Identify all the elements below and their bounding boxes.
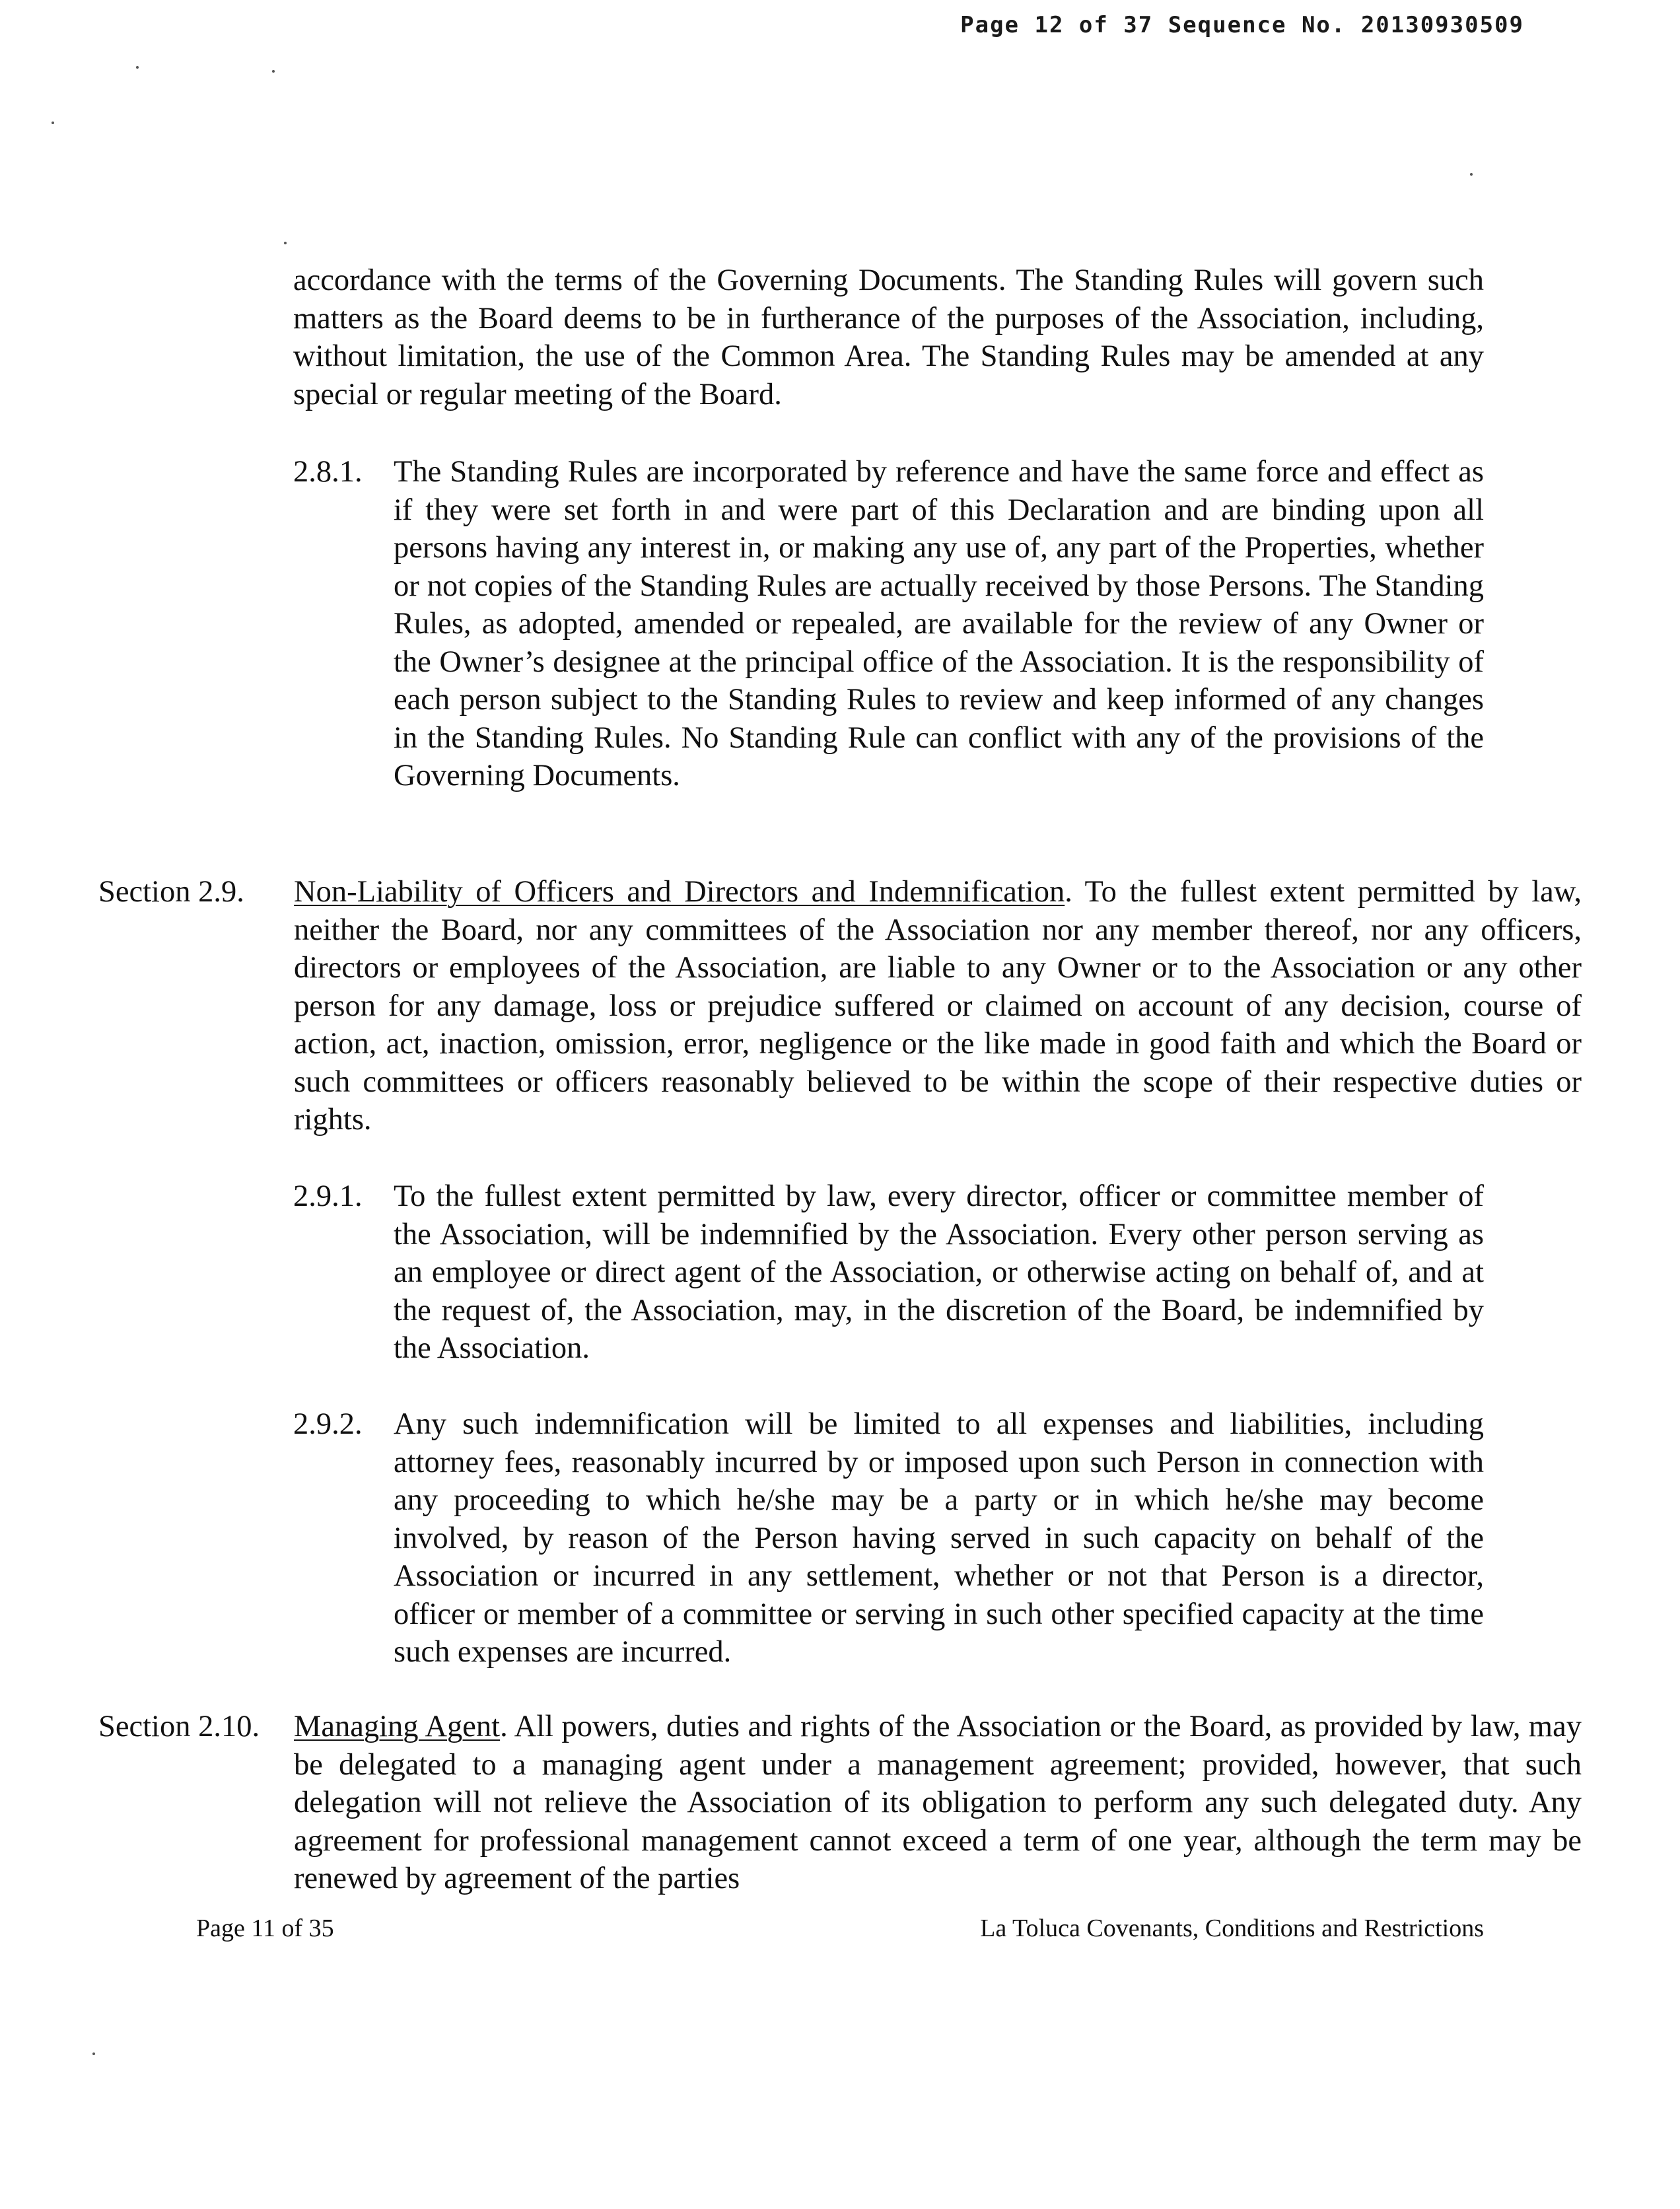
- subsection-number: 2.8.1.: [293, 455, 363, 489]
- scan-speck: [272, 70, 275, 73]
- subsection-text: The Standing Rules are incorporated by reference and have the same force and effect as if they were set forth in and were part of this Declaration and are binding upon all persons having any interest in, or making any use of, any part of the Properties, whether or not copies of the Standing Rules are actually received by those Persons. The Standing Rules, as adopted, amended or repealed, are available for the review of any Owner or the Owner’s designee at the principal office of the Association. It is the responsibility of each person subject to the Standing Rules to review and keep informed of any changes in the Standing Rules. No Standing Rule can conflict with any of the provisions of the Governing Documents.: [394, 455, 1484, 792]
- subsection-2-8-1: [293, 453, 1484, 836]
- section-heading: Non-Liability of Officers and Directors and Indemnification: [294, 875, 1065, 909]
- intro-paragraph: accordance with the terms of the Governing Documents. The Standing Rules will govern such matters as the Board deems to be in furtherance of the purposes of the Association, including, without limitation, the use of the Common Area. The Standing Rules may be amended at any special or regular meeting of the Board.: [293, 263, 1484, 411]
- sequence-header: Page 12 of 37 Sequence No. 20130930509: [960, 12, 1524, 38]
- section-text: . To the fullest extent permitted by law, neither the Board, nor any committees of the Association nor any member thereof, nor any officers, directors or employees of the Association, are liable to any Owner or to the Association or any other person for any damage, loss or prejudice suffered or claimed on account of any decision, course of action, act, inaction, omission, error, negligence or the like made in good faith and which the Board or such committees or officers reasonably believed to be within the scope of their respective duties or rights.: [294, 875, 1582, 1137]
- subsection-2-9-2: [293, 1405, 1484, 1676]
- section-label: Section 2.9.: [98, 875, 244, 909]
- footer-document-title: La Toluca Covenants, Conditions and Restrictions: [980, 1914, 1484, 1942]
- scan-speck: [136, 66, 139, 69]
- section-2-10: [98, 1708, 1582, 1898]
- scan-speck: [92, 2052, 95, 2055]
- scan-speck: [284, 242, 287, 244]
- footer-page-number: Page 11 of 35: [196, 1914, 334, 1942]
- subsection-text: Any such indemnification will be limited to all expenses and liabilities, including attorney fees, reasonably incurred by or imposed upon such Person in connection with any proceeding to which he/she may be a party or in which he/she may become involved, by reason of the Person having served in such capacity on behalf of the Association or incurred in any settlement, whether or not that Person is a director, officer or member of a committee or serving in such other specified capacity at the time such expenses are incurred.: [394, 1407, 1484, 1669]
- section-label: Section 2.10.: [98, 1710, 260, 1743]
- scan-speck: [1470, 173, 1473, 176]
- subsection-2-9-1: [293, 1177, 1484, 1369]
- subsection-number: 2.9.2.: [293, 1407, 363, 1441]
- scan-speck: [52, 122, 54, 124]
- subsection-text: To the fullest extent permitted by law, every director, officer or committee member of the Association, will be indemnified by the Association. Every other person serving as an employee or direct agent of the Association, or otherwise acting on behalf of, and at the request of, the Association, may, in the discretion of the Board, be indemnified by the Association.: [394, 1179, 1484, 1365]
- section-heading: Managing Agent: [294, 1710, 501, 1743]
- section-2-9: [98, 873, 1582, 1139]
- subsection-number: 2.9.1.: [293, 1179, 363, 1213]
- section-text: . All powers, duties and rights of the Association or the Board, as provided by law, may be delegated to a managing agent under a management agreement; provided, however, that such delegation will not relieve the Association of its obligation to perform any such delegated duty. Any agreement for professional management cannot exceed a term of one year, although the term may be renewed by agreement of the parties: [294, 1710, 1582, 1895]
